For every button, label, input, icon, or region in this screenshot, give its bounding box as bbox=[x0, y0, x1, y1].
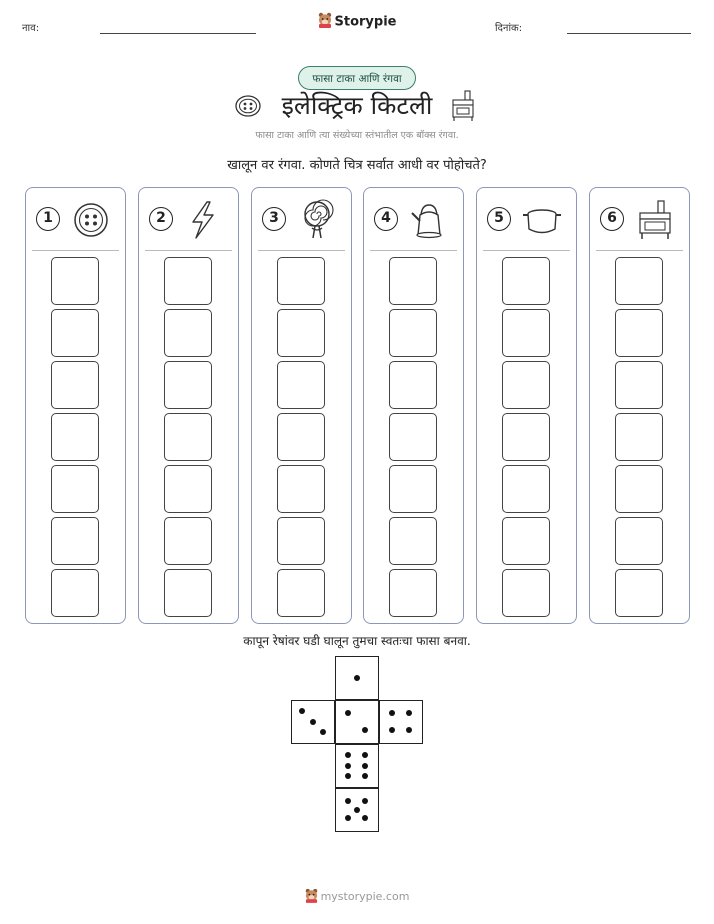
color-box[interactable] bbox=[277, 309, 325, 357]
color-box[interactable] bbox=[164, 465, 212, 513]
column-divider bbox=[258, 250, 345, 251]
dice-face-5 bbox=[335, 788, 379, 832]
footer bbox=[0, 888, 714, 906]
column-divider bbox=[370, 250, 457, 251]
color-box[interactable] bbox=[389, 309, 437, 357]
dice-face-2 bbox=[335, 700, 379, 744]
dice-pip bbox=[345, 763, 351, 769]
color-box[interactable] bbox=[51, 517, 99, 565]
date-line[interactable] bbox=[567, 33, 691, 34]
column-number: 3 bbox=[262, 207, 286, 231]
color-box[interactable] bbox=[164, 257, 212, 305]
color-box[interactable] bbox=[615, 257, 663, 305]
column-2 bbox=[138, 187, 239, 624]
dice-pip bbox=[299, 708, 305, 714]
subtitle: फासा टाका आणि त्या संख्येच्या स्तंभातील एक बॉक्स रंगवा. bbox=[255, 130, 459, 141]
column-number: 1 bbox=[36, 207, 60, 231]
color-box[interactable] bbox=[502, 465, 550, 513]
color-box[interactable] bbox=[164, 413, 212, 461]
column-number: 6 bbox=[600, 207, 624, 231]
dice-pip bbox=[362, 752, 368, 758]
stove-icon bbox=[450, 90, 476, 126]
column-3 bbox=[251, 187, 352, 624]
color-box[interactable] bbox=[51, 465, 99, 513]
color-box[interactable] bbox=[277, 569, 325, 617]
color-box[interactable] bbox=[615, 309, 663, 357]
dice-pip bbox=[354, 807, 360, 813]
color-box[interactable] bbox=[502, 361, 550, 409]
color-box[interactable] bbox=[502, 309, 550, 357]
column-number: 5 bbox=[487, 207, 511, 231]
color-box[interactable] bbox=[502, 413, 550, 461]
color-box[interactable] bbox=[164, 517, 212, 565]
color-box[interactable] bbox=[277, 413, 325, 461]
dice-pip bbox=[362, 798, 368, 804]
color-box[interactable] bbox=[615, 465, 663, 513]
color-box[interactable] bbox=[502, 569, 550, 617]
storypie-logo-icon bbox=[305, 888, 318, 906]
column-divider bbox=[596, 250, 683, 251]
color-box[interactable] bbox=[389, 569, 437, 617]
brand-name: Storypie bbox=[334, 14, 397, 30]
dice-pip bbox=[362, 727, 368, 733]
column-number: 4 bbox=[374, 207, 398, 231]
column-divider bbox=[145, 250, 232, 251]
dice-pip bbox=[345, 710, 351, 716]
color-box[interactable] bbox=[615, 361, 663, 409]
color-box[interactable] bbox=[615, 413, 663, 461]
color-box[interactable] bbox=[51, 413, 99, 461]
pot-icon bbox=[521, 199, 563, 241]
dice-pip bbox=[389, 727, 395, 733]
color-box[interactable] bbox=[502, 257, 550, 305]
brand bbox=[0, 12, 714, 32]
footer-url: mystorypie.com bbox=[320, 890, 410, 903]
color-box[interactable] bbox=[51, 361, 99, 409]
dice-pip bbox=[310, 719, 316, 725]
color-box[interactable] bbox=[164, 361, 212, 409]
color-box[interactable] bbox=[389, 257, 437, 305]
column-divider bbox=[483, 250, 570, 251]
dice-face-3 bbox=[291, 700, 335, 744]
dice-pip bbox=[362, 763, 368, 769]
color-box[interactable] bbox=[51, 569, 99, 617]
dice-pip bbox=[345, 752, 351, 758]
color-box[interactable] bbox=[389, 465, 437, 513]
instruction: खालून वर रंगवा. कोणते चित्र सर्वात आधी वर पोहोचते? bbox=[227, 158, 487, 173]
dice-pip bbox=[362, 815, 368, 821]
dice-pip bbox=[389, 710, 395, 716]
page-title: इलेक्ट्रिक किटली bbox=[281, 91, 433, 120]
lollipop-icon bbox=[296, 199, 338, 241]
date-label: दिनांक: bbox=[495, 23, 523, 34]
color-box[interactable] bbox=[389, 517, 437, 565]
color-box[interactable] bbox=[615, 517, 663, 565]
color-box[interactable] bbox=[164, 569, 212, 617]
column-5 bbox=[476, 187, 577, 624]
dice-pip bbox=[362, 773, 368, 779]
lightning-icon bbox=[183, 199, 225, 241]
dice-face-1 bbox=[335, 656, 379, 700]
color-box[interactable] bbox=[51, 309, 99, 357]
cut-instruction: कापून रेषांवर घडी घालून तुमचा स्वतःचा फासा बनवा. bbox=[243, 634, 471, 648]
dice-face-4 bbox=[379, 700, 423, 744]
name-label: नाव: bbox=[22, 23, 40, 34]
color-box[interactable] bbox=[277, 517, 325, 565]
color-box[interactable] bbox=[277, 257, 325, 305]
button-icon bbox=[70, 199, 112, 241]
color-box[interactable] bbox=[164, 309, 212, 357]
column-1 bbox=[25, 187, 126, 624]
color-box[interactable] bbox=[389, 413, 437, 461]
stove-icon bbox=[634, 199, 676, 241]
name-line[interactable] bbox=[100, 33, 256, 34]
dice-pip bbox=[406, 710, 412, 716]
column-4 bbox=[363, 187, 464, 624]
dice-pip bbox=[354, 675, 360, 681]
dice-pip bbox=[320, 729, 326, 735]
dice-pip bbox=[406, 727, 412, 733]
color-box[interactable] bbox=[502, 517, 550, 565]
color-box[interactable] bbox=[277, 361, 325, 409]
color-box[interactable] bbox=[51, 257, 99, 305]
column-divider bbox=[32, 250, 119, 251]
color-box[interactable] bbox=[389, 361, 437, 409]
kettle-icon bbox=[408, 199, 450, 241]
dice-pip bbox=[345, 815, 351, 821]
color-box[interactable] bbox=[615, 569, 663, 617]
column-number: 2 bbox=[149, 207, 173, 231]
storypie-logo-icon bbox=[318, 12, 332, 32]
column-6 bbox=[589, 187, 690, 624]
activity-badge: फासा टाका आणि रंगवा bbox=[298, 66, 416, 90]
color-box[interactable] bbox=[277, 465, 325, 513]
dice-pip bbox=[345, 773, 351, 779]
dice-face-6 bbox=[335, 744, 379, 788]
dice-pip bbox=[345, 798, 351, 804]
